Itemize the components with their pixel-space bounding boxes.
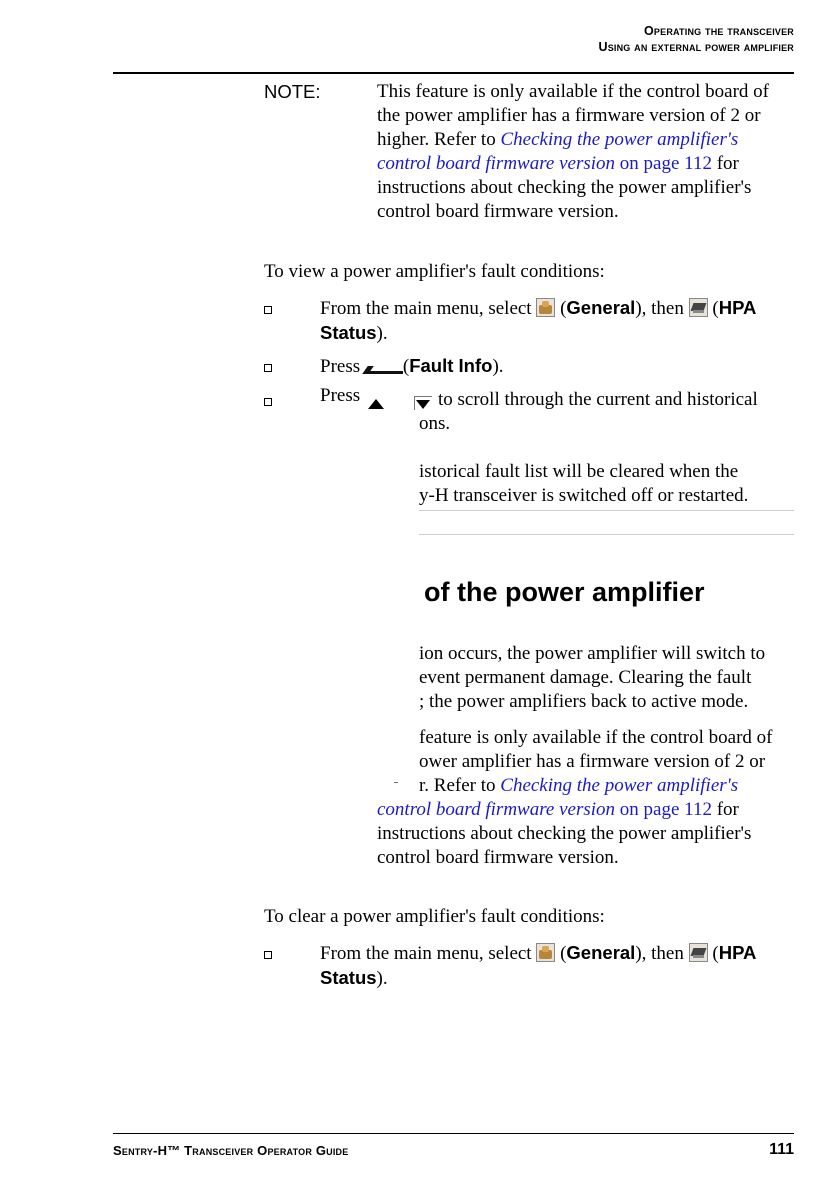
footer-guide-title: Sentry-H™ Transceiver Operator Guide [113,1143,349,1158]
view-step-1: From the main menu, select (General), then (HPA Status). [320,297,757,344]
clear-step-1: From the main menu, select (General), then (HPA Status). [320,942,757,989]
note-label: NOTE: [264,81,321,102]
view-procedure-intro: To view a power amplifier's fault conditions: [264,261,605,282]
section-divider [419,534,794,535]
header-rule [113,72,794,74]
general-icon [536,943,555,962]
cross-reference-link-2-continued[interactable]: control board firmware version on page 112 [377,799,712,820]
bullet-icon [264,306,272,314]
page-number: 111 [769,1141,794,1158]
section-paragraph: ion occurs, the power amplifier will switch to event permanent damage. Clearing the fault ; the power amplifiers back to active mode. [419,643,766,712]
note-divider [419,510,794,511]
note-2-line3: r. Refer to Checking the power amplifier's [419,775,739,796]
running-header-section: Using an external power amplifier [598,40,794,54]
cross-reference-link-continued[interactable]: control board firmware version on page 112 [377,153,712,174]
general-icon [536,298,555,317]
section-heading: of the power amplifier [424,577,705,607]
softkey-icon [365,361,403,374]
hpa-status-icon [689,943,708,962]
hpa-status-icon [689,298,708,317]
running-header-chapter: Operating the transceiver [643,24,794,38]
note-1-text: This feature is only available if the control board of the power amplifier has a firmware version of 2 or higher. Refer to Checking the power amplifier's control board firmware version on page 112 for instructions about checking the power amplifier's control board firmware version. [377,81,770,222]
view-step-3-text-cont: ons. [419,413,451,434]
note-2-rest: control board firmware version on page 112 for instructions about checking the power amplifier's control board firmware version. [377,799,752,868]
clear-procedure-intro: To clear a power amplifier's fault conditions: [264,906,605,927]
bullet-icon [264,364,272,372]
glyph-fragment: ˍ [394,770,398,784]
cross-reference-link-2[interactable]: Checking the power amplifier's [500,775,739,796]
note-2-partial: feature is only available if the control board of ower amplifier has a firmware version of 2 or [419,727,773,772]
footer-rule [113,1133,794,1134]
history-note-line1: istorical fault list will be cleared when the [419,461,739,482]
view-step-3-press: Press [320,385,361,406]
arrow-down-icon [416,400,430,409]
view-step-2: Press (Fault Info). [320,355,504,377]
history-note-line2: y-H transceiver is switched off or restarted. [419,485,749,506]
bullet-icon [264,951,272,959]
arrow-up-icon [368,399,384,409]
view-step-3-text: to scroll through the current and historical [438,389,758,410]
bullet-icon [264,398,272,406]
cross-reference-link[interactable]: Checking the power amplifier's [500,129,739,150]
